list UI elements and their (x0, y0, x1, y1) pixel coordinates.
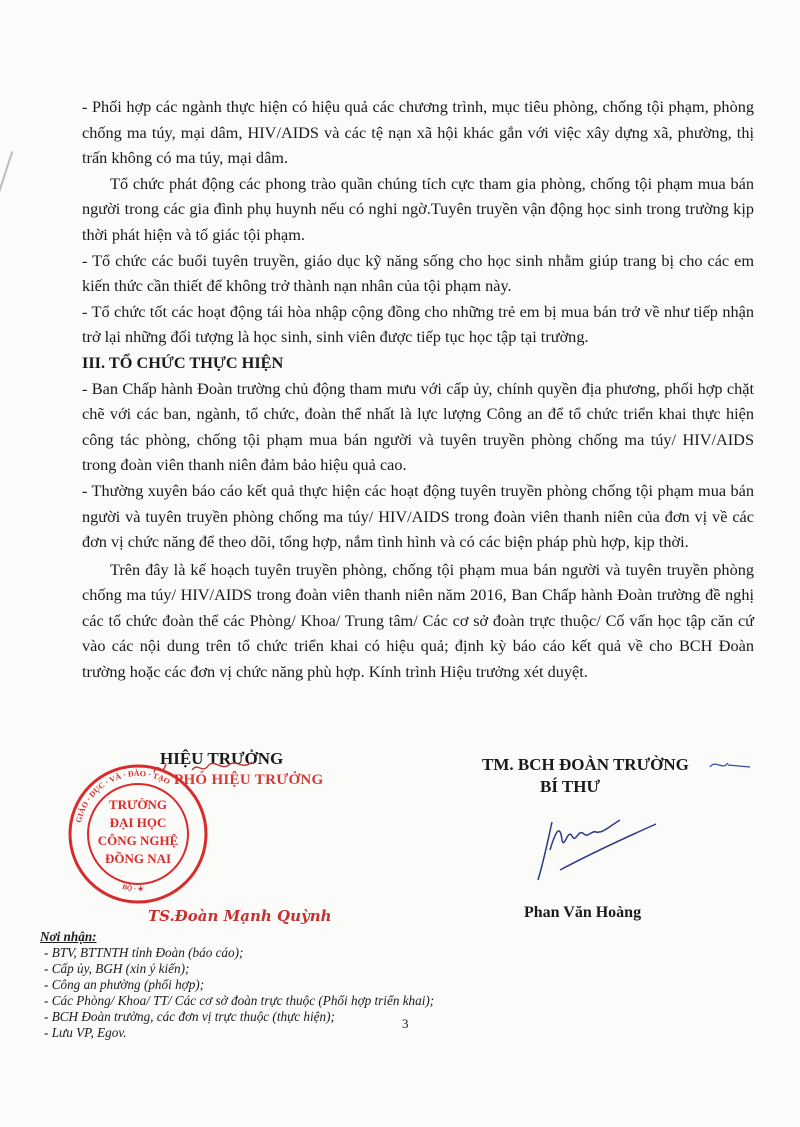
right-signature-subtitle: BÍ THƯ (540, 777, 600, 796)
page-number: 3 (402, 1016, 409, 1031)
document-body (82, 94, 754, 685)
paragraph-coordination: - Phối hợp các ngành thực hiện có hiệu quả các chương trình, mục tiêu phòng, chống tội phạm, phòng chống ma túy, mại dâm, HIV/AIDS và các tệ nạn xã hội khác gắn với việc xây dựng xã, phường, thị trấn không có ma túy, mại dâm. (82, 97, 754, 168)
stamp-line-4: ĐỒNG NAI (104, 851, 172, 866)
svg-text:GIÁO · DỤC · VÀ · ĐÀO · TẠO: GIÁO · DỤC · VÀ · ĐÀO · TẠO (74, 768, 172, 824)
right-signer-name: Phan Văn Hoàng (524, 904, 642, 921)
paragraph-closing: Trên đây là kế hoạch tuyên truyền phòng, chống tội phạm mua bán người và tuyên truyền phòng chống ma túy/ HIV/AIDS trong đoàn viên thanh niên năm 2016, Ban Chấp hành Đoàn trường đề nghị các tổ chức đoàn thể các Phòng/ Khoa/ Trung tâm/ Các cơ sở đoàn trực thuộc/ Cố vấn học tập căn cứ vào các nội dung trên tổ chức triển khai có hiệu quả; định kỳ báo cáo kết quả về cho BCH Đoàn trường hoặc các đơn vị chức năng phù hợp. Kính trình Hiệu trưởng xét duyệt. (82, 559, 754, 682)
recipients-block (40, 929, 434, 1041)
stamp-line-2: ĐẠI HỌC (109, 815, 167, 830)
section-heading: III. TỔ CHỨC THỰC HIỆN (82, 352, 284, 372)
paragraph-reporting: - Thường xuyên báo cáo kết quả thực hiện các hoạt động tuyên truyền phòng chống tội phạm mua bán người và tuyên truyền phòng chống ma túy/ HIV/AIDS trong đoàn viên thanh niên của đơn vị về các đơn vị chức năng để theo dõi, tổng hợp, nắm tình hình và có các biện pháp phù hợp, kịp thời. (82, 480, 754, 552)
recipient-item: - BCH Đoàn trường, các đơn vị trực thuộc (thực hiện); (44, 1009, 335, 1024)
paragraph-movement: Tổ chức phát động các phong trào quần chúng tích cực tham gia phòng, chống tội phạm mua bán người trong các gia đình phụ huynh nếu có nghi ngờ.Tuyên truyền vận động học sinh trong trường kịp thời phát hiện và tố giác tội phạm. (82, 173, 754, 244)
recipient-item: - Lưu VP, Egov. (44, 1025, 127, 1040)
recipient-item: - BTV, BTTNTH tỉnh Đoàn (báo cáo); (44, 945, 244, 960)
right-signature-title: TM. BCH ĐOÀN TRƯỜNG (482, 755, 689, 774)
stamp-line-1: TRƯỜNG (108, 797, 168, 812)
paragraph-executive-committee: - Ban Chấp hành Đoàn trường chủ động tham mưu với cấp ủy, chính quyền địa phương, phối hợp chặt chẽ với các ban, ngành, tổ chức, đoàn thể nhất là lực lượng Công an để tổ chức triển khai thực hiện công tác phòng, chống tội phạm mua bán người và tuyên truyền phòng chống ma túy/ HIV/AIDS trong đoàn viên thanh niên đảm bảo hiệu quả cao. (82, 378, 754, 475)
left-signature-subtitle: PHÓ HIỆU TRƯỞNG (174, 772, 324, 788)
paragraph-training: - Tổ chức các buổi tuyên truyền, giáo dục kỹ năng sống cho học sinh nhằm giúp trang bị cho các em kiến thức cần thiết để không trở thành nạn nhân của tội phạm này. (82, 250, 754, 296)
paragraph-reintegration: - Tổ chức tốt các hoạt động tái hòa nhập cộng đồng cho những trẻ em bị mua bán trở về như tiếp nhận trở lại những đối tượng là học sinh, sinh viên được tiếp tục học tập tại trường. (82, 301, 754, 347)
scan-edge-mark (0, 151, 13, 209)
left-signature-title: HIỆU TRƯỞNG (160, 749, 284, 768)
handwritten-signature (530, 810, 660, 890)
recipient-item: - Các Phòng/ Khoa/ TT/ Các cơ sở đoàn trực thuộc (Phối hợp triển khai); (44, 993, 435, 1008)
official-red-seal (58, 759, 218, 909)
left-signer-name: TS.Đoàn Mạnh Quỳnh (148, 907, 332, 925)
recipient-item: - Công an phường (phối hợp); (44, 977, 205, 992)
recipient-item: - Cấp ủy, BGH (xin ý kiến); (44, 961, 190, 976)
stamp-line-3: CÔNG NGHỆ (97, 833, 179, 848)
handwritten-initial-mark (706, 755, 756, 775)
recipients-title: Nơi nhận: (40, 929, 97, 944)
svg-text:BỘ · ★: BỘ · ★ (121, 882, 144, 894)
recipients-list (40, 945, 434, 1041)
